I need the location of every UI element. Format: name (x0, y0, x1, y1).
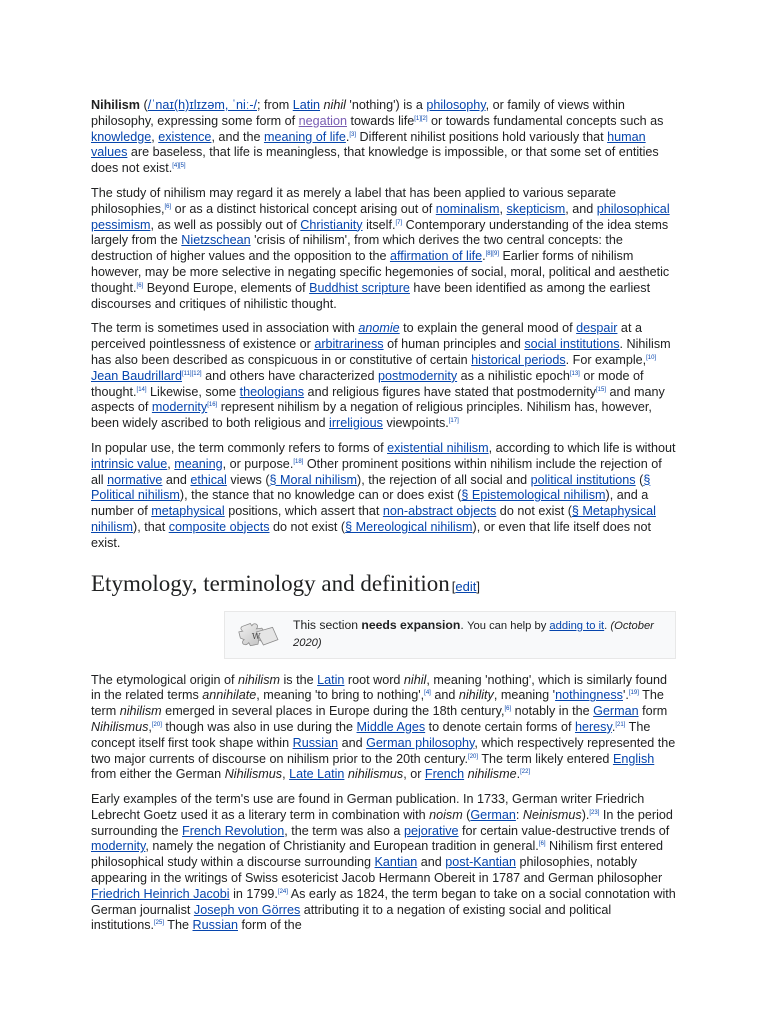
section-heading (91, 570, 676, 601)
text: , (167, 456, 175, 471)
text: needs expansion (361, 617, 461, 632)
citation[interactable] (629, 690, 639, 696)
edit-section-link[interactable] (452, 573, 480, 601)
link-political-nihilism[interactable]: § Political nihilism (91, 472, 651, 503)
citation[interactable] (293, 459, 303, 465)
text: . For example, (565, 352, 647, 367)
link-knowledge[interactable]: knowledge (91, 129, 152, 144)
citation-link[interactable]: [15] (596, 386, 607, 393)
text: root word (344, 672, 404, 687)
link-philosophy[interactable]: philosophy (426, 98, 486, 112)
link-latin-2[interactable]: Latin (317, 672, 345, 687)
text: positions, which assert that (224, 504, 383, 519)
citation[interactable] (137, 386, 147, 392)
text: Nihilism first entered philosophical study within a discourse surrounding (91, 839, 664, 870)
text: views ( (226, 472, 270, 487)
edit-open-bracket: [ (451, 578, 456, 594)
text: or as a distinct historical concept arising out of (171, 201, 436, 216)
text: . (482, 249, 486, 264)
text: You can help by (467, 619, 550, 632)
link-christianity[interactable]: Christianity (300, 217, 363, 232)
link-heresy[interactable]: heresy (574, 719, 612, 734)
citation[interactable] (154, 920, 164, 926)
text: and others have characterized (201, 368, 379, 383)
text: Earlier forms of nihilism however, may be more selective in negating specific hegemonies of social, moral, political and aesthetic thought. (91, 249, 670, 295)
text: . (516, 767, 521, 782)
text: , meaning ' (493, 688, 556, 703)
link-historical-periods[interactable]: historical periods (471, 352, 566, 367)
text: attributing it to a negation of existing social and political institutions. (91, 902, 612, 933)
text: : (515, 807, 523, 822)
link-kantian[interactable]: Kantian (374, 855, 418, 870)
text: , (151, 129, 159, 144)
lead-paragraph-3 (91, 321, 676, 432)
citation[interactable] (596, 386, 606, 392)
text: , which respectively represented the two major currents of discourse on nihilism prior to the 20th century. (91, 735, 676, 766)
link-arbitrariness[interactable]: arbitrariness (314, 337, 384, 352)
text: of human principles and (383, 337, 525, 352)
text: Nihilismus (91, 719, 149, 734)
citation[interactable] (520, 769, 530, 775)
link-social-institutions[interactable]: social institutions (524, 337, 620, 352)
text: notably in the (511, 704, 594, 719)
citation-link[interactable]: [6] (538, 841, 546, 848)
text: and (338, 735, 367, 750)
adding-to-it-link[interactable]: adding to it (549, 619, 605, 632)
puzzle-icon (235, 618, 281, 652)
text: Other prominent positions within nihilism include the rejection of all (91, 456, 662, 487)
link-anomie[interactable]: anomie (358, 321, 400, 336)
link-latin[interactable]: Latin (292, 98, 321, 112)
link-post-kantian[interactable]: post-Kantian (445, 855, 516, 870)
link-normative[interactable]: normative (107, 472, 163, 487)
link-mereological-nihilism[interactable]: § Mereological nihilism (345, 519, 473, 534)
citation[interactable] (207, 402, 217, 408)
text: for certain value-destructive trends of (458, 823, 670, 838)
text: ), or even that life itself does not exist. (91, 519, 652, 550)
term-bold: Nihilism (91, 98, 140, 112)
link-metaphysical[interactable]: metaphysical (151, 504, 225, 519)
text: . Nihilism has also been described as conspicuous in or constitutive of certain (91, 337, 671, 367)
lead-paragraph-4 (91, 441, 676, 552)
citation-link[interactable]: [1][2] (414, 115, 428, 122)
text: nihilismus (347, 767, 404, 782)
link-postmodernity[interactable]: postmodernity (378, 368, 458, 383)
text: The etymological origin of (91, 672, 238, 687)
citation[interactable] (468, 753, 478, 759)
text: , or purpose. (222, 456, 294, 471)
citation[interactable] (570, 371, 580, 377)
text: , (148, 719, 152, 734)
text: Beyond Europe, elements of (143, 280, 310, 295)
text: (October 2020) (293, 619, 654, 649)
citation-link[interactable]: [19] (628, 690, 639, 697)
citation[interactable] (172, 163, 185, 169)
text: The term (91, 688, 664, 719)
text: towards life (347, 113, 415, 128)
text: This section (293, 617, 362, 632)
edit-close-bracket: ] (476, 578, 481, 594)
section-paragraph-1 (91, 673, 676, 784)
citation-link[interactable]: [4][5] (172, 163, 186, 169)
link-middle-ages[interactable]: Middle Ages (356, 719, 426, 734)
link-late-latin[interactable]: Late Latin (289, 767, 345, 782)
text: ( (140, 98, 148, 112)
text: is the (280, 672, 318, 687)
link-nothingness[interactable]: nothingness (555, 688, 623, 703)
link-metaphysical-nihilism[interactable]: § Metaphysical nihilism (91, 504, 656, 534)
text: noism (429, 807, 463, 822)
text: , namely the negation of Christianity and European tradition in general. (145, 839, 539, 854)
citation-link[interactable]: [14] (136, 386, 147, 393)
citation-link[interactable]: [7] (395, 219, 403, 226)
text: , meaning 'to bring to nothing', (256, 688, 425, 703)
text: nihility (458, 688, 494, 703)
text: do not exist ( (496, 504, 572, 519)
text: nihilism (119, 704, 162, 719)
link-philosophical-pessimism[interactable]: philosophical pessimism (91, 201, 670, 232)
link-buddhist-scripture[interactable]: Buddhist scripture (309, 280, 410, 295)
text: viewpoints. (382, 416, 449, 431)
section-paragraph-2 (91, 792, 676, 934)
citation-link[interactable]: [24] (277, 888, 288, 895)
text: , (282, 767, 290, 782)
text: as a nihilistic epoch (457, 368, 570, 383)
ipa-link[interactable]: /ˈnaɪ(h)ɪlɪzəm, ˈniː-/ (147, 98, 258, 112)
text: ( (635, 472, 644, 487)
text: represent nihilism by a negation of religious principles. Nihilism has, however, been widely ascribed to both religious and (91, 400, 652, 431)
italic-nihil: nihil (323, 98, 346, 112)
svg-text:W: W (251, 630, 261, 641)
text: and (430, 688, 459, 703)
text: In popular use, the term commonly refers to forms of (91, 440, 388, 455)
citation-link[interactable]: [17] (448, 417, 459, 424)
text: The study of nihilism may regard it as merely a label that has been applied to various separate philosophies, (91, 185, 617, 216)
edit-link[interactable]: edit (455, 578, 477, 594)
link-french[interactable]: French (424, 767, 465, 782)
text: '. (622, 688, 629, 703)
citation[interactable] (414, 116, 427, 122)
text: at a perceived pointlessness of existence or (91, 321, 642, 352)
link-joseph-von-gorres[interactable]: Joseph von Görres (193, 902, 301, 917)
text: from either the German (91, 767, 225, 782)
text: . (345, 129, 350, 144)
link-political-institutions[interactable]: political institutions (530, 472, 636, 487)
text: , and the (211, 129, 264, 144)
link-composite-objects[interactable]: composite objects (168, 519, 270, 534)
text: , (499, 201, 507, 216)
text: As early as 1824, the term began to take on a social connotation with German journalist (91, 886, 676, 917)
citation[interactable] (152, 722, 162, 728)
text: to denote certain forms of (425, 719, 575, 734)
citation-link[interactable]: [6] (136, 282, 144, 289)
text: nihilisme (467, 767, 517, 782)
text: Neinismus (522, 807, 582, 822)
link-despair[interactable]: despair (576, 321, 618, 336)
link-non-abstract-objects[interactable]: non-abstract objects (382, 504, 497, 519)
text: , according to which life is without (488, 440, 676, 455)
link-russian[interactable]: Russian (292, 735, 339, 750)
link-modernity[interactable]: modernity (151, 400, 208, 415)
lead-paragraph-2 (91, 186, 676, 312)
text: and (162, 472, 191, 487)
citation[interactable] (424, 690, 431, 696)
citation[interactable] (646, 355, 656, 361)
link-friedrich-heinrich-jacobi[interactable]: Friedrich Heinrich Jacobi (91, 886, 230, 901)
citation-link[interactable]: [22] (520, 769, 531, 776)
text: Nihilismus (224, 767, 283, 782)
text: In the period surrounding the (91, 807, 673, 838)
text: , or (403, 767, 425, 782)
text: 'crisis of nihilism', from which derives the two central concepts: the destruction of higher values and the opposition to the (91, 233, 623, 264)
link-theologians[interactable]: theologians (239, 384, 305, 399)
citation-link[interactable]: [20] (151, 721, 162, 728)
text: ), that (133, 519, 169, 534)
lead-paragraph-1 (91, 98, 676, 177)
citation-link[interactable]: [8][9] (485, 250, 499, 257)
text: itself. (362, 217, 396, 232)
link-irreligious[interactable]: irreligious (329, 416, 383, 431)
link-german-2[interactable]: German (470, 807, 516, 822)
link-human-values[interactable]: human values (91, 129, 646, 160)
citation-link[interactable]: [23] (589, 809, 600, 816)
text: and many aspects of (91, 384, 665, 415)
text: annihilate (202, 688, 257, 703)
text: form of the (238, 918, 302, 933)
link-skepticism[interactable]: skepticism (506, 201, 566, 216)
text: and (417, 855, 446, 870)
text: and religious figures have stated that postmodernity (304, 384, 596, 399)
link-french-revolution[interactable]: French Revolution (182, 823, 285, 838)
citation[interactable] (449, 418, 459, 424)
link-nominalism[interactable]: nominalism (435, 201, 500, 216)
citation-link[interactable]: [10] (646, 354, 657, 361)
citation[interactable] (486, 251, 499, 257)
citation-link[interactable]: [21] (615, 721, 626, 728)
link-jean-baudrillard[interactable]: Jean Baudrillard (91, 368, 183, 383)
text: to explain the general mood of (399, 321, 577, 336)
text: The (164, 918, 193, 933)
text: philosophies, notably appearing in the writings of Swiss esotericist Jacob Hermann Obereit in 1787 and German philosopher (91, 855, 663, 886)
link-existence[interactable]: existence (158, 129, 212, 144)
text: Contemporary understanding of the idea stems largely from the (91, 217, 669, 248)
text: Different nihilist positions hold variously that (356, 129, 608, 144)
text: The term likely entered (478, 751, 613, 766)
text: nihil (403, 672, 427, 687)
text: ). (581, 807, 590, 822)
section-title: Etymology, terminology and definition (91, 570, 450, 596)
link-ethical[interactable]: ethical (190, 472, 227, 487)
text: The term is sometimes used in association with (91, 321, 359, 336)
text: are baseless, that life is meaningless, that knowledge is impossible, or that some set of entities does not exist. (91, 145, 659, 176)
text: ; from (257, 98, 293, 112)
citation[interactable] (589, 810, 599, 816)
citation[interactable] (278, 889, 288, 895)
link-affirmation-of-life[interactable]: affirmation of life (389, 249, 483, 264)
text: Likewise, some (146, 384, 240, 399)
text: , meaning 'nothing', which is similarly found in the related terms (91, 672, 668, 703)
citation-link[interactable]: [18] (293, 458, 304, 465)
text: ), the stance that no knowledge can or does exist ( (179, 488, 462, 503)
text: or towards fundamental concepts such as (427, 113, 664, 128)
text: nihilism (238, 672, 280, 687)
text: The concept itself first took shape within (91, 719, 651, 750)
link-pejorative[interactable]: pejorative (403, 823, 459, 838)
citation-link[interactable]: [11][12] (182, 370, 202, 377)
citation-link[interactable]: [4] (424, 690, 431, 697)
text: , the term was also a (284, 823, 404, 838)
link-epistemological-nihilism[interactable]: § Epistemological nihilism (461, 488, 606, 503)
text: ), the rejection of all social and (357, 472, 531, 487)
citation[interactable] (182, 371, 202, 377)
text: . (604, 619, 611, 632)
text: ( (462, 807, 471, 822)
citation-link[interactable]: [25] (154, 920, 165, 927)
link-moral-nihilism[interactable]: § Moral nihilism (269, 472, 357, 487)
text: , or family of views within philosophy, expressing some form of (91, 98, 625, 128)
citation-link[interactable]: [6] (504, 705, 512, 712)
link-russian-2[interactable]: Russian (192, 918, 238, 933)
citation-link[interactable]: [13] (569, 370, 580, 377)
link-german-philosophy[interactable]: German philosophy (366, 735, 475, 750)
text: emerged in several places in Europe during the 18th century, (161, 704, 505, 719)
text: . (460, 617, 468, 632)
citation[interactable] (615, 722, 625, 728)
text: , and (565, 201, 597, 216)
link-modernity-2[interactable]: modernity (91, 839, 146, 854)
text: in 1799. (229, 886, 278, 901)
link-german[interactable]: German (593, 704, 639, 719)
link-intrinsic-value[interactable]: intrinsic value (91, 456, 168, 471)
link-nietzschean[interactable]: Nietzschean (181, 233, 251, 248)
link-existential-nihilism[interactable]: existential nihilism (387, 440, 489, 455)
link-english[interactable]: English (612, 751, 655, 766)
text: Early examples of the term's use are found in German publication. In 1733, German writer Friedrich Lebrecht Goetz used it as a literary term in combination with (91, 792, 645, 822)
link-meaning[interactable]: meaning (174, 456, 223, 471)
citation-link[interactable]: [6] (164, 203, 172, 210)
link-negation[interactable]: negation (298, 113, 347, 128)
text: have been identified as among the earliest discourses and critiques of nihilistic thought. (91, 280, 651, 311)
text: do not exist ( (269, 519, 346, 534)
link-meaning-of-life[interactable]: meaning of life (263, 129, 346, 144)
text: , as well as possibly out of (150, 217, 301, 232)
text: or mode of thought. (91, 368, 644, 399)
citation-link[interactable]: [20] (468, 753, 479, 760)
text: . (611, 719, 616, 734)
citation-link[interactable]: [16] (207, 402, 218, 409)
text: 'nothing') is a (345, 98, 427, 112)
text: though was also in use during the (161, 719, 357, 734)
text: ), and a number of (91, 488, 649, 519)
text: form (638, 704, 668, 719)
expansion-notice (224, 611, 676, 659)
citation-link[interactable]: [3] (349, 131, 357, 138)
notice-text (293, 618, 667, 651)
